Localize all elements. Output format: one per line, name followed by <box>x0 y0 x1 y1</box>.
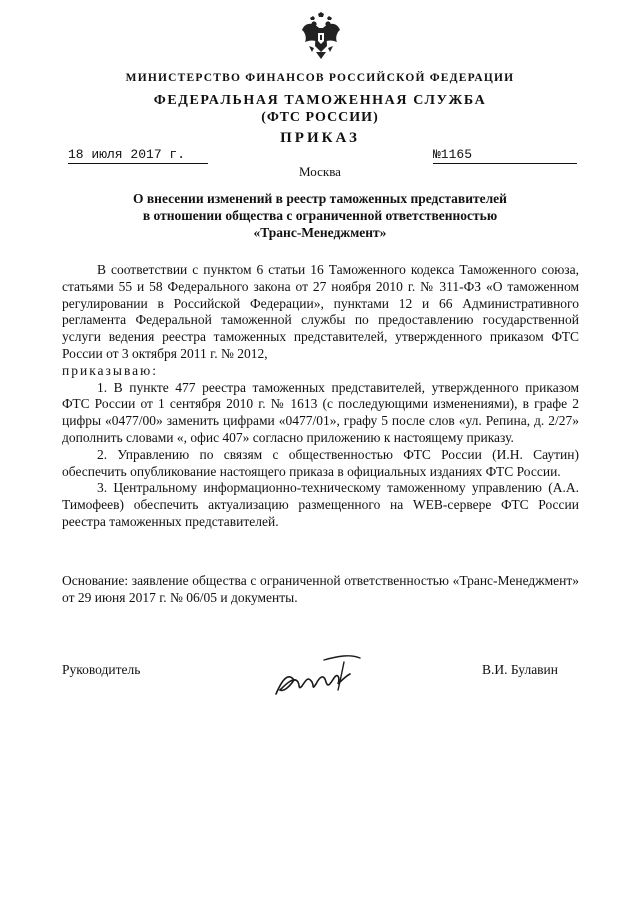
order-item-3: 3. Центральному информационно-техническому таможенному управлению (А.А. Тимофеев) обеспечить актуализацию размещенного на WEB-сервере ФТС России реестра таможенных представителей. <box>62 480 579 529</box>
order-city: Москва <box>299 164 341 179</box>
order-item-2: 2. Управлению по связям с общественностью ФТС России (И.Н. Саутин) обеспечить опубликование настоящего приказа в официальных изданиях ФТС России. <box>62 446 579 479</box>
intro-paragraph: В соответствии с пунктом 6 статьи 16 Таможенного кодекса Таможенного союза, статьями 55 и 58 Федерального закона от 27 ноября 2010 г. № 311-ФЗ «О таможенном регулировании в Российской Федерации», пунктами 12 и 66 Административного регламента Федеральной таможенной службы по предоставлению государственной услуги ведения реестра таможенных представителей, утвержденного приказом ФТС России от 3 октября 2011 г. № 2012, <box>62 262 579 361</box>
coat-of-arms-icon <box>301 12 341 60</box>
ministry-name: МИНИСТЕРСТВО ФИНАНСОВ РОССИЙСКОЙ ФЕДЕРАЦИИ <box>125 72 515 84</box>
title-line-3: «Транс-Менеджмент» <box>253 225 387 240</box>
order-body <box>62 262 579 531</box>
service-abbreviation: (ФТС РОССИИ) <box>261 110 379 125</box>
order-date: 18 июля 2017 г. <box>68 147 208 164</box>
order-item-1: 1. В пункте 477 реестра таможенных представителей, утвержденного приказом ФТС России от 1 сентября 2010 г. № 1613 (с последующими изменениями), в графе 2 цифры «0477/00» заменить цифрами «0477/01», графу 5 после слов «ул. Репина, д. 2/27» дополнить словами «, офис 407» согласно приложению к настоящему приказу. <box>62 379 579 445</box>
service-name: ФЕДЕРАЛЬНАЯ ТАМОЖЕННАЯ СЛУЖБА <box>153 93 487 108</box>
title-line-2: в отношении общества с ограниченной ответственностью <box>142 208 498 223</box>
signatory-name: В.И. Булавин <box>482 662 559 677</box>
title-line-1: О внесении изменений в реестр таможенных представителей <box>133 191 507 206</box>
decree-word: приказываю: <box>62 362 158 378</box>
handwritten-signature <box>268 650 368 700</box>
document-type: ПРИКАЗ <box>280 130 360 146</box>
signatory-role: Руководитель <box>62 662 141 677</box>
order-number: №1165 <box>433 147 577 164</box>
basis-paragraph: Основание: заявление общества с ограниченной ответственностью «Транс-Менеджмент» от 29 июня 2017 г. № 06/05 и документы. <box>62 573 579 605</box>
document-title <box>0 190 640 241</box>
